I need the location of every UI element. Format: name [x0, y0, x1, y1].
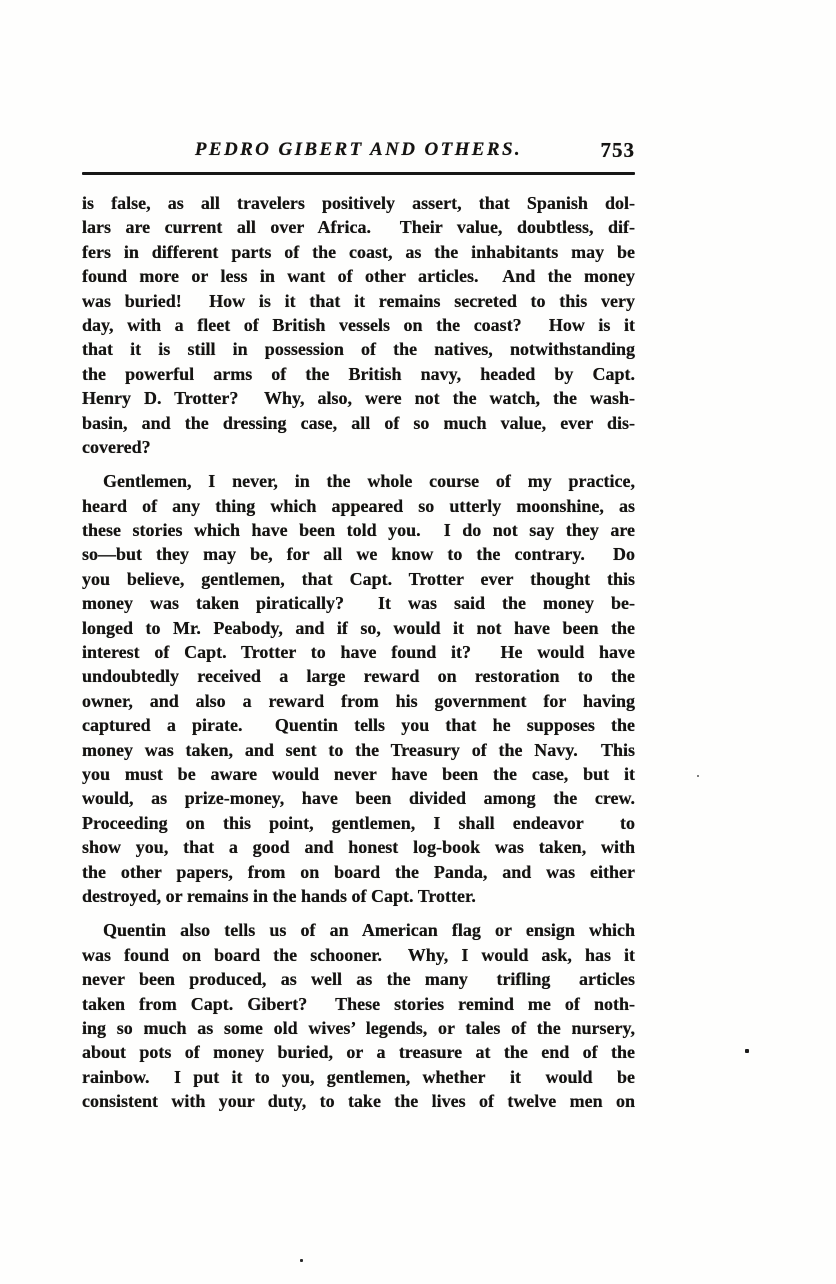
paragraph	[82, 918, 635, 1113]
running-head	[82, 139, 635, 165]
text-line: captured a pirate. Quentin tells you that he supposes the	[82, 715, 635, 736]
scan-speck	[745, 1049, 749, 1053]
text-line: undoubtedly received a large reward on restoration to the	[82, 666, 635, 687]
header-rule	[82, 172, 635, 175]
text-line: is false, as all travelers positively assert, that Spanish dol-	[82, 193, 635, 213]
scan-speck	[300, 1259, 303, 1262]
text-line: day, with a fleet of British vessels on the coast? How is it	[82, 314, 635, 335]
text-line: about pots of money buried, or a treasure at the end of the	[82, 1042, 635, 1063]
text-line: you believe, gentlemen, that Capt. Trotter ever thought this	[82, 568, 635, 589]
body-text	[82, 191, 635, 1113]
text-line: fers in different parts of the coast, as the inhabitants may be	[82, 241, 635, 262]
text-line: owner, and also a reward from his government for having	[82, 690, 635, 711]
text-line: Quentin also tells us of an American flag or ensign which	[103, 920, 635, 941]
text-line: the other papers, from on board the Panda, and was either	[82, 861, 635, 882]
text-line: money was taken piratically? It was said the money be-	[82, 593, 635, 614]
text-line: found more or less in want of other articles. And the money	[82, 266, 635, 287]
paragraph	[82, 469, 635, 908]
text-line: basin, and the dressing case, all of so much value, ever dis-	[82, 412, 635, 433]
text-line: the powerful arms of the British navy, headed by Capt.	[82, 363, 635, 384]
text-line: you must be aware would never have been the case, but it	[82, 763, 635, 784]
text-line: longed to Mr. Peabody, and if so, would it not have been the	[82, 617, 635, 638]
page-number: 753	[600, 138, 635, 162]
text-line: consistent with your duty, to take the lives of twelve men on	[82, 1091, 635, 1112]
page-title: PEDRO GIBERT AND OTHERS.	[194, 139, 523, 160]
text-line: money was taken, and sent to the Treasury of the Navy. This	[82, 739, 635, 760]
text-line: these stories which have been told you. I do not say they are	[82, 520, 635, 541]
text-line: covered?	[82, 436, 151, 457]
text-line: never been produced, as well as the many trifling articles	[82, 969, 635, 990]
text-line: was found on board the schooner. Why, I would ask, has it	[82, 944, 635, 965]
text-line: taken from Capt. Gibert? These stories remind me of noth-	[82, 993, 635, 1014]
text-line: destroyed, or remains in the hands of Capt. Trotter.	[82, 885, 476, 906]
text-line: heard of any thing which appeared so utterly moonshine, as	[82, 495, 635, 516]
scan-speck	[697, 775, 699, 777]
text-line: ing so much as some old wives’ legends, or tales of the nursery,	[82, 1017, 635, 1038]
text-line: that it is still in possession of the natives, notwithstanding	[82, 339, 635, 360]
text-line: Henry D. Trotter? Why, also, were not the watch, the wash-	[82, 388, 635, 409]
text-line: so—but they may be, for all we know to the contrary. Do	[82, 544, 635, 565]
text-line: Proceeding on this point, gentlemen, I shall endeavor to	[82, 812, 635, 833]
text-line: Gentlemen, I never, in the whole course of my practice,	[103, 471, 635, 492]
paragraph	[82, 191, 635, 459]
text-line: interest of Capt. Trotter to have found it? He would have	[82, 642, 635, 663]
text-line: show you, that a good and honest log-book was taken, with	[82, 837, 635, 858]
text-line: lars are current all over Africa. Their value, doubtless, dif-	[82, 217, 635, 238]
text-line: rainbow. I put it to you, gentlemen, whether it would be	[82, 1066, 635, 1087]
text-line: would, as prize-money, have been divided among the crew.	[82, 788, 635, 809]
text-line: was buried! How is it that it remains secreted to this very	[82, 290, 635, 311]
